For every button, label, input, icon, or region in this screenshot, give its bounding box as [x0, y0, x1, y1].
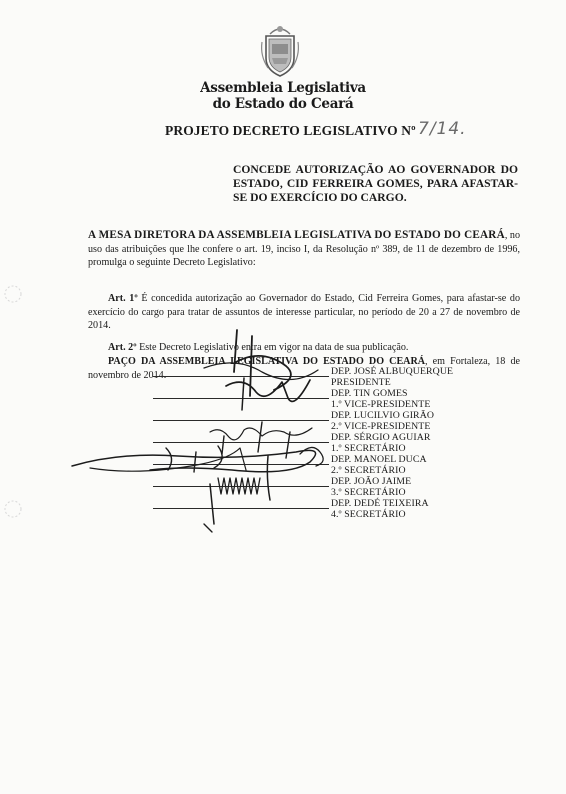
signatory-7-role: 4.º SECRETÁRIO — [331, 509, 406, 520]
signatory-1-role: PRESIDENTE — [331, 377, 391, 388]
signatory-6-role: 3.º SECRETÁRIO — [331, 487, 406, 498]
signature-line-4 — [153, 442, 329, 443]
signatory-3-name: DEP. LUCILVIO GIRÃO — [331, 410, 435, 421]
signatory-2-name: DEP. TIN GOMES — [331, 388, 408, 399]
signature-line-6 — [153, 486, 329, 487]
organization-name-line1: Assembleia Legislativa — [200, 80, 366, 96]
article-1-text: É concedida autorização ao Governador do Estado, Cid Ferreira Gomes, para afastar-se do exercício do cargo para tratar de assuntos de interesse particular, no período de 20 a 27 de novembro de 2014. — [88, 293, 520, 332]
ementa-summary: CONCEDE AUTORIZAÇÃO AO GOVERNADOR DO ESTADO, CID FERREIRA GOMES, PARA AFASTAR-SE DO EXERCÍCIO DO CARGO. — [233, 163, 518, 205]
signatory-4-name: DEP. SÉRGIO AGUIAR — [331, 432, 431, 443]
article-1 — [88, 292, 520, 333]
punch-hole-icon — [2, 498, 24, 520]
signature-line-5 — [153, 464, 329, 465]
handwritten-decree-number: 7/14. — [418, 119, 467, 139]
signatory-2-role: 1.º VICE-PRESIDENTE — [331, 399, 431, 410]
signature-line-2 — [153, 398, 329, 399]
state-seal-icon — [258, 22, 302, 80]
signature-line-3 — [153, 420, 329, 421]
punch-hole-icon — [2, 283, 24, 305]
signatory-7-name: DEP. DEDÉ TEIXEIRA — [331, 498, 429, 509]
article-2 — [108, 341, 528, 355]
closing-paragraph — [88, 355, 520, 382]
article-2-text: Este Decreto Legislativo entra em vigor na data de sua publicação. — [136, 342, 409, 353]
signatory-6-name: DEP. JOÃO JAIME — [331, 476, 412, 487]
closing-lead: PAÇO DA ASSEMBLEIA LEGISLATIVA DO ESTADO DO CEARÁ — [108, 356, 426, 367]
signature-line-7 — [153, 508, 329, 509]
signature-line-1 — [153, 376, 329, 377]
document-title: PROJETO DECRETO LEGISLATIVO Nº — [165, 123, 416, 138]
signatory-4-role: 1.º SECRETÁRIO — [331, 443, 406, 454]
preamble-text: , no uso das atribuições que lhe confere o art. 19, inciso I, da Resolução nº 389, de 11 de dezembro de 1996, promulga o seguinte Decreto Legislativo: — [88, 230, 521, 269]
signatory-3-role: 2.º VICE-PRESIDENTE — [331, 421, 431, 432]
signatory-5-name: DEP. MANOEL DUCA — [331, 454, 427, 465]
signatory-1-name: DEP. JOSÉ ALBUQUERQUE — [331, 366, 454, 377]
preamble-paragraph — [88, 229, 520, 270]
signatory-5-role: 2.º SECRETÁRIO — [331, 465, 406, 476]
article-2-label: Art. 2º — [108, 342, 137, 353]
organization-name-line2: do Estado do Ceará — [212, 96, 354, 112]
article-1-label: Art. 1º — [108, 293, 138, 304]
closing-text: , em Fortaleza, 18 de novembro de 2014. — [88, 356, 520, 381]
preamble-lead: A MESA DIRETORA DA ASSEMBLEIA LEGISLATIVA DO ESTADO DO CEARÁ — [88, 229, 505, 241]
